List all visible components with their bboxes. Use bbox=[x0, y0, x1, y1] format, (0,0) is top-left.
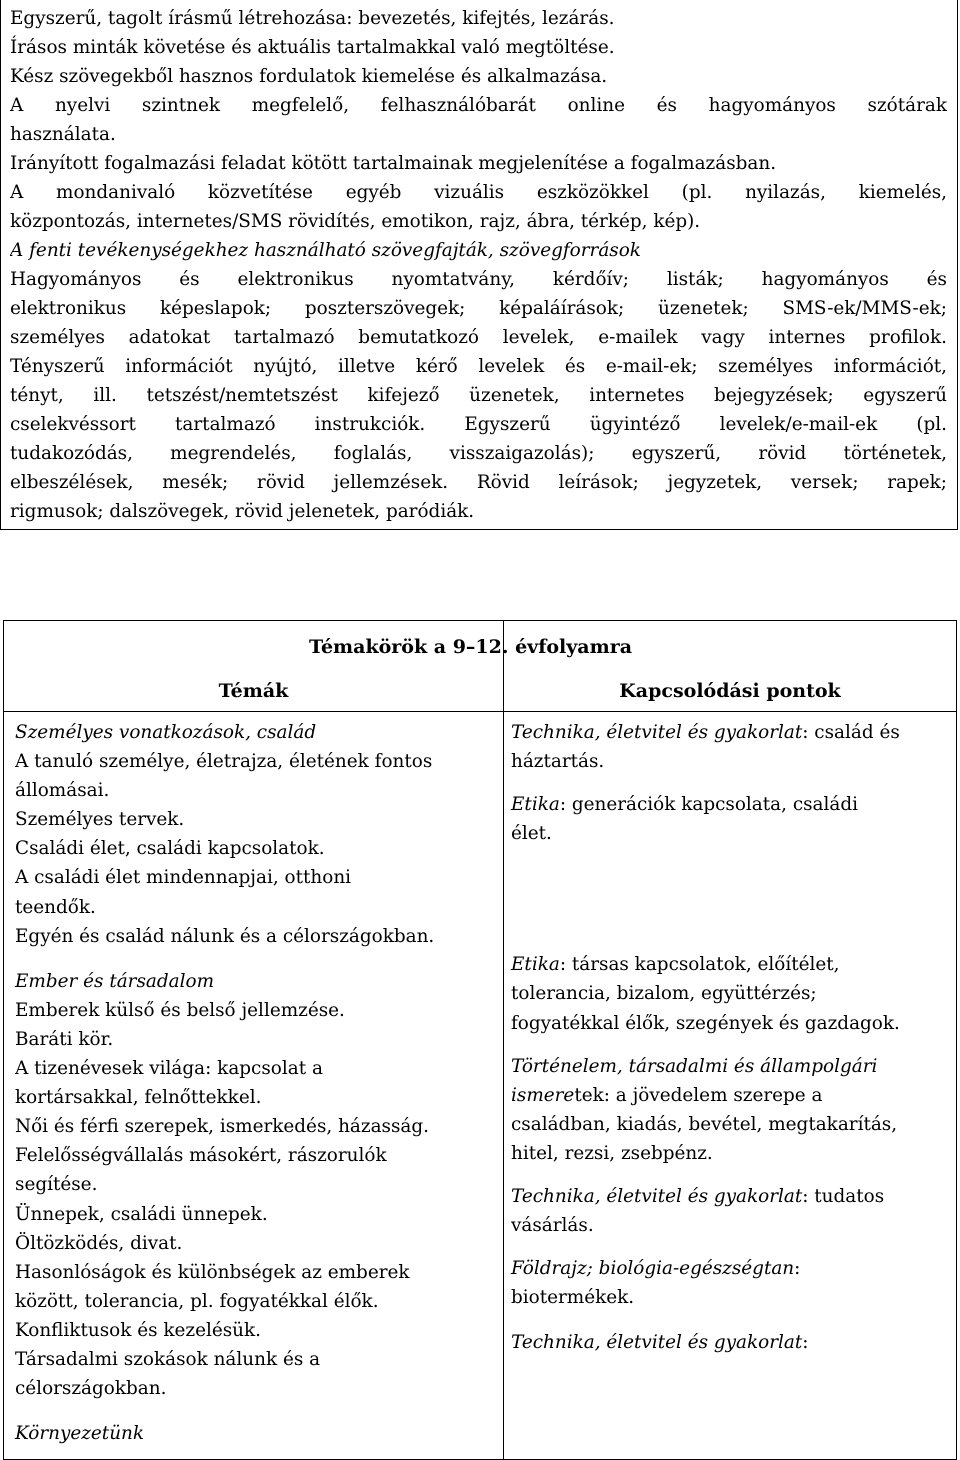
upper-line: A nyelvi szintnek megfelelő, felhasználóbarát online és hagyományos szótárak bbox=[10, 95, 947, 116]
connection-text: : bbox=[802, 1332, 809, 1354]
subject-name: ismere bbox=[511, 1084, 575, 1106]
connection-text: tolerancia, bizalom, együttérzés; bbox=[511, 983, 817, 1005]
topic-item: Egyén és család nálunk és a célországokban. bbox=[15, 925, 435, 947]
subject-name: Történelem, társadalmi és állampolgári bbox=[511, 1055, 878, 1077]
topic-item: között, tolerancia, pl. fogyatékkal élők. bbox=[15, 1290, 379, 1312]
connection-text: biotermékek. bbox=[511, 1287, 635, 1309]
upper-line: személyes adatokat tartalmazó bemutatkozó levelek, e-mailek vagy internes profilok. bbox=[10, 327, 947, 348]
topic-item: Társadalmi szokások nálunk és a bbox=[15, 1348, 321, 1370]
upper-line: használata. bbox=[10, 124, 116, 145]
topic-title: Környezetünk bbox=[15, 1423, 145, 1445]
topic-item: Női és férfi szerepek, ismerkedés, házasság. bbox=[15, 1116, 429, 1138]
connection-text: háztartás. bbox=[511, 751, 605, 773]
topic-item: A tizenévesek világa: kapcsolat a bbox=[15, 1058, 323, 1080]
upper-line: Hagyományos és elektronikus nyomtatvány, kérdőív; listák; hagyományos és bbox=[10, 269, 947, 290]
topic-item: állomásai. bbox=[15, 780, 110, 802]
topic-item: A tanuló személye, életrajza, életének fontos bbox=[15, 751, 433, 773]
subject-name: Technika, életvitel és gyakorlat bbox=[511, 1332, 803, 1354]
topics-table bbox=[3, 620, 957, 1460]
upper-line: központozás, internetes/SMS rövidítés, emotikon, rajz, ábra, térkép, kép). bbox=[10, 211, 701, 232]
connections-column bbox=[511, 718, 951, 1358]
subject-name: Etika bbox=[511, 794, 560, 816]
upper-line: Írásos minták követése és aktuális tartalmakkal való megtöltése. bbox=[10, 37, 615, 58]
topic-item: kortársakkal, felnőttekkel. bbox=[15, 1087, 262, 1109]
upper-line: elbeszélések, mesék; rövid jellemzések. Rövid leírások; jegyzetek, versek; rapek; bbox=[10, 472, 947, 493]
connection-text: : bbox=[794, 1258, 801, 1280]
connection-entry bbox=[511, 790, 951, 819]
connection-entry bbox=[511, 950, 951, 979]
subject-name: Technika, életvitel és gyakorlat bbox=[511, 1186, 803, 1208]
connection-entry bbox=[511, 1081, 951, 1110]
topic-item: teendők. bbox=[15, 896, 96, 918]
topic-item: Családi élet, családi kapcsolatok. bbox=[15, 838, 325, 860]
connection-text: : család és bbox=[802, 722, 900, 743]
section-heading-italic: A fenti tevékenységekhez használható szövegfajták, szövegforrások bbox=[10, 240, 641, 261]
topic-item: Személyes tervek. bbox=[15, 809, 185, 831]
connection-text: : tudatos bbox=[802, 1186, 885, 1208]
topic-item: Hasonlóságok és különbségek az emberek bbox=[15, 1261, 410, 1283]
topic-item: segítése. bbox=[15, 1174, 98, 1196]
upper-line: Kész szövegekből hasznos fordulatok kiemelése és alkalmazása. bbox=[10, 66, 608, 87]
column-header-connections: Kapcsolódási pontok bbox=[619, 680, 841, 702]
topic-item: Felelősségvállalás másokért, rászorulók bbox=[15, 1145, 387, 1167]
upper-line: tényt, ill. tetszést/nemtetszést kifejező üzenetek, internetes bejegyzések; egyszerű bbox=[10, 385, 947, 406]
topic-title: Ember és társadalom bbox=[15, 970, 215, 992]
column-header-topics: Témák bbox=[218, 680, 289, 702]
column-divider bbox=[503, 621, 504, 1459]
connection-text: : generációk kapcsolata, családi bbox=[559, 794, 859, 816]
topic-item: Baráti kör. bbox=[15, 1028, 114, 1050]
connection-text: tek: a jövedelem szerepe a bbox=[574, 1084, 823, 1106]
table-title: Témakörök a 9–12. évfolyamra bbox=[309, 636, 633, 658]
topic-item: Emberek külső és belső jellemzése. bbox=[15, 999, 345, 1021]
connection-entry bbox=[511, 1328, 951, 1357]
connection-text: vásárlás. bbox=[511, 1215, 594, 1237]
topic-item: Konfliktusok és kezelésük. bbox=[15, 1319, 261, 1341]
upper-line: rigmusok; dalszövegek, rövid jelenetek, paródiák. bbox=[10, 501, 475, 522]
topic-item: célországokban. bbox=[15, 1378, 167, 1400]
upper-line: tudakozódás, megrendelés, foglalás, visszaigazolás); egyszerű, rövid történetek, bbox=[10, 443, 947, 464]
upper-line: Tényszerű információt nyújtó, illetve kérő levelek és e-mail-ek; személyes információt, bbox=[10, 356, 947, 377]
topic-item: A családi élet mindennapjai, otthoni bbox=[15, 867, 352, 889]
connection-text: családban, kiadás, bevétel, megtakarítás, bbox=[511, 1113, 898, 1135]
connection-entry bbox=[511, 718, 951, 747]
upper-line: A mondanivaló közvetítése egyéb vizuális eszközökkel (pl. nyilazás, kiemelés, bbox=[10, 182, 947, 203]
header-divider bbox=[4, 711, 956, 712]
subject-name: Technika, életvitel és gyakorlat bbox=[511, 722, 803, 743]
topic-item: Ünnepek, családi ünnepek. bbox=[15, 1203, 268, 1225]
upper-line: cselekvéssort tartalmazó instrukciók. Egyszerű ügyintéző levelek/e-mail-ek (pl. bbox=[10, 414, 947, 435]
topic-title: Személyes vonatkozások, család bbox=[15, 722, 317, 743]
connection-text: hitel, rezsi, zsebpénz. bbox=[511, 1142, 713, 1164]
upper-line: elektronikus képeslapok; poszterszövegek; képaláírások; üzenetek; SMS-ek/MMS-ek; bbox=[10, 298, 947, 319]
connection-text: : társas kapcsolatok, előítélet, bbox=[559, 954, 840, 976]
upper-line: Irányított fogalmazási feladat kötött tartalmainak megjelenítése a fogalmazásban. bbox=[10, 153, 777, 174]
connection-entry bbox=[511, 1254, 951, 1283]
subject-name: Földrajz; biológia-egészségtan bbox=[511, 1258, 795, 1280]
subject-name: Etika bbox=[511, 954, 560, 976]
connection-text: fogyatékkal élők, szegények és gazdagok. bbox=[511, 1012, 900, 1034]
connection-entry bbox=[511, 1182, 951, 1211]
topics-column bbox=[15, 718, 500, 1448]
upper-line: Egyszerű, tagolt írásmű létrehozása: bevezetés, kifejtés, lezárás. bbox=[10, 8, 615, 29]
connection-text: élet. bbox=[511, 823, 552, 845]
topic-item: Öltözködés, divat. bbox=[15, 1232, 183, 1254]
